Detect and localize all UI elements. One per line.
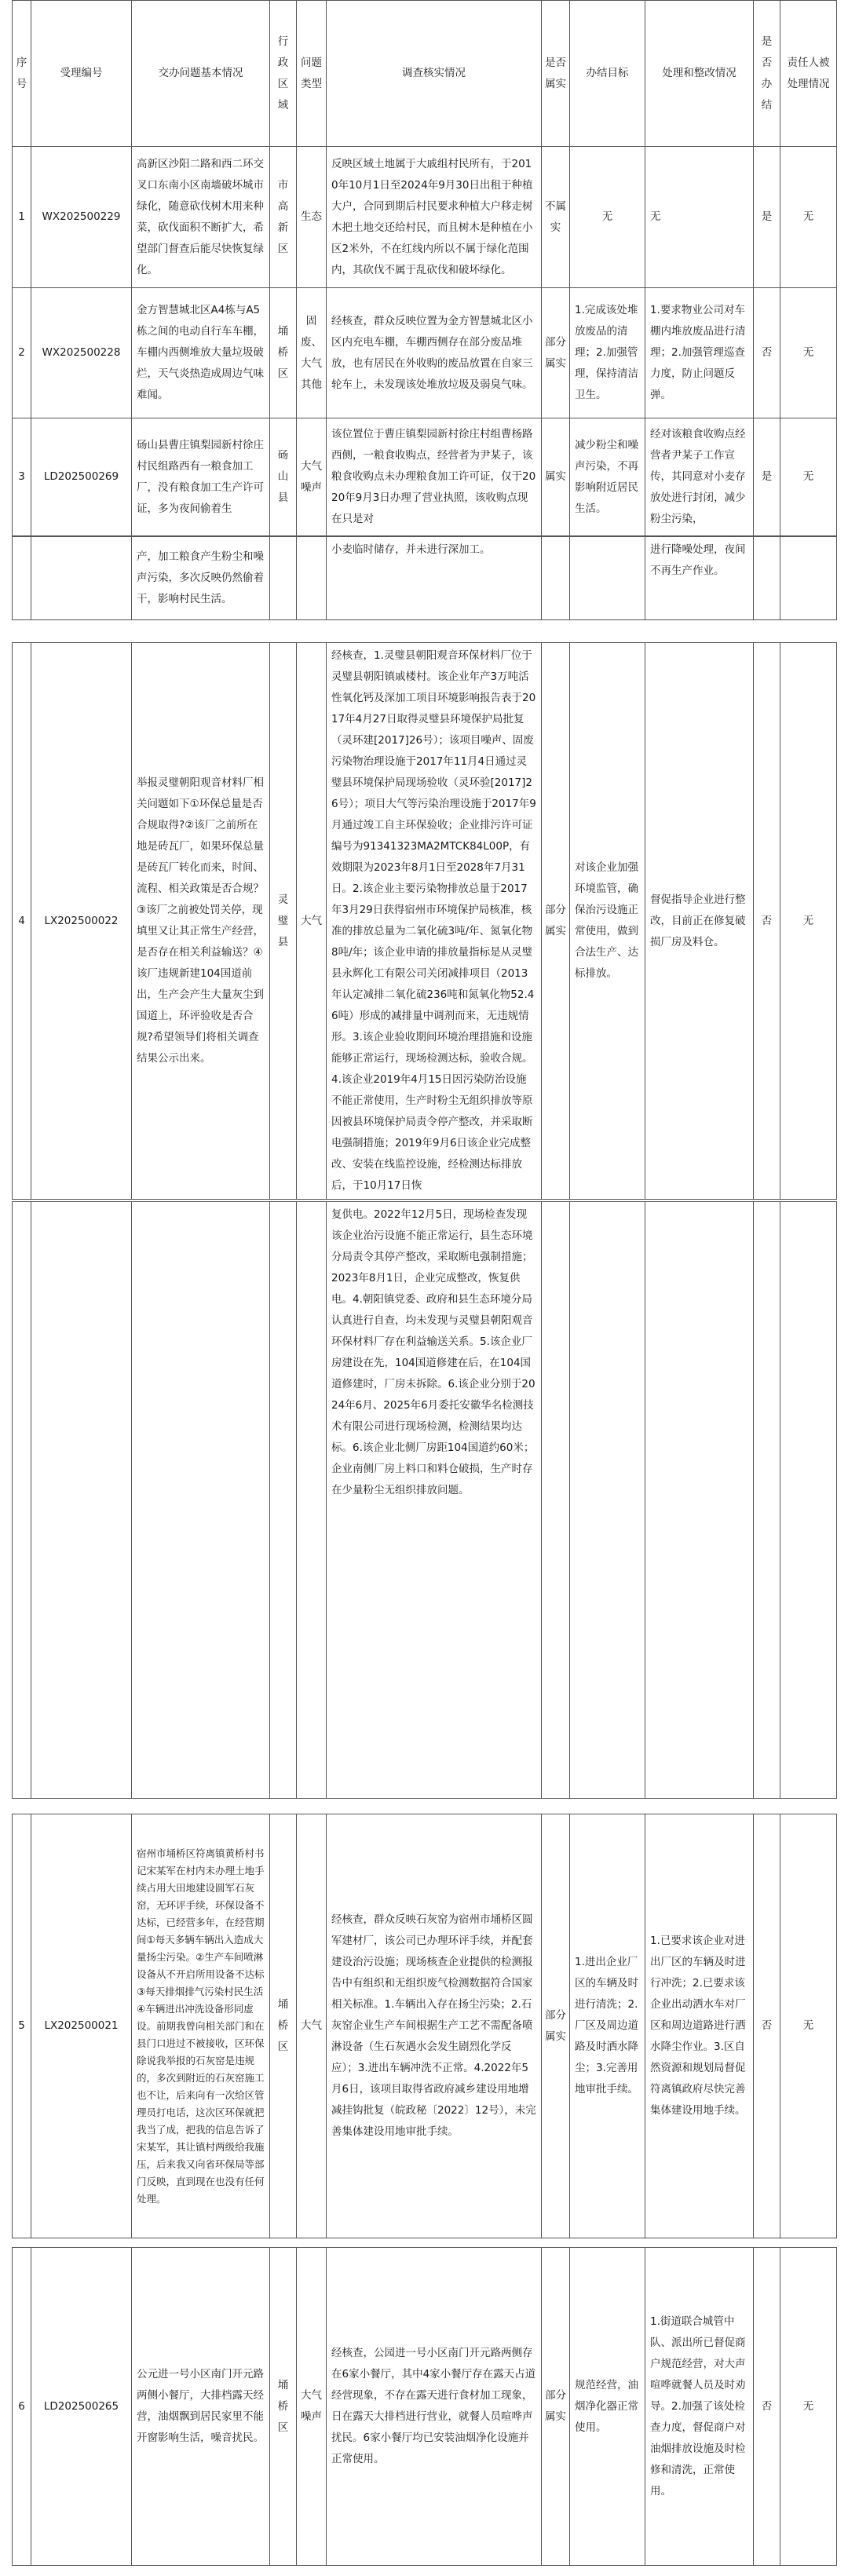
row-investigation: 经核查，群众反映位置为金方智慧城北区小区内充电车棚，车棚西侧存在部分废品堆放，也有居民在外收购的废品放置在自家三轮车上，未发现该处堆放垃圾及弱臭气味。 xyxy=(327,288,542,418)
row-no: 6 xyxy=(13,2248,31,2566)
row-district: 砀山县 xyxy=(270,418,297,536)
header-done: 是否办结 xyxy=(754,1,780,147)
row-true: 部分属实 xyxy=(542,643,570,1200)
row-accountable: 无 xyxy=(780,1814,837,2238)
table-header-row xyxy=(13,1,837,147)
row-district: 埇桥区 xyxy=(270,288,297,418)
row-true: 不属实 xyxy=(542,147,570,288)
row-goal: 减少粉尘和噪声污染，不再影响附近居民生活。 xyxy=(570,418,645,536)
row-accountable: 无 xyxy=(780,2248,837,2566)
row-type: 大气 xyxy=(297,643,327,1200)
row-id: LX202500021 xyxy=(31,1814,132,2238)
row-goal: 1.进出企业厂区的车辆及时进行清洗；2.厂区及周边道路及时洒水降尘；3.完善用地审批手续。 xyxy=(570,1814,645,2238)
row-no: 5 xyxy=(13,1814,31,2238)
row-no: 2 xyxy=(13,288,31,418)
complaint-table-segment-3 xyxy=(12,642,837,1200)
row-rectify: 经对该粮食收购点经营者尹某子工作宣传，其同意对小麦存放处进行封闭，减少粉尘污染， xyxy=(645,418,754,536)
row-id: LX202500022 xyxy=(31,643,132,1200)
row-problem: 金方智慧城北区A4栋与A5栋之间的电动自行车车棚，车棚内西侧堆放大量垃圾破烂，天气炎热造成周边气味难闻。 xyxy=(132,288,270,418)
row-done: 否 xyxy=(754,2248,780,2566)
row-type: 大气噪声 xyxy=(297,418,327,536)
row-district: 灵璧县 xyxy=(270,643,297,1200)
table-row xyxy=(13,147,837,288)
row-investigation: 经核查，群众反映石灰窑为宿州市埇桥区圆军建材厂，该公司已办理环评手续，并配套建设治污设施；现场核查企业提供的检测报告中有组织和无组织废气检测数据符合国家相关标准。1.车辆出入存在扬尘污染；2.石灰窑企业生产车间根据生产工艺不需配备喷淋设备（生石灰遇水会发生剧烈化学反应）；3.进出车辆冲洗不正常。4.2022年5月6日，该项目取得省政府减乡建设用地增减挂钩批复（皖政秘〔2022〕12号），未完善集体建设用地审批手续。 xyxy=(327,1814,542,2238)
row-district: 埇桥区 xyxy=(270,1814,297,2238)
header-problem: 交办问题基本情况 xyxy=(132,1,270,147)
row-goal: 规范经营，油烟净化器正常使用。 xyxy=(570,2248,645,2566)
header-goal: 办结目标 xyxy=(570,1,645,147)
row-problem-continued: 产，加工粮食产生粉尘和噪声污染，多次反映仍然偷着干，影响村民生活。 xyxy=(132,537,270,620)
table-row xyxy=(13,288,837,418)
row-id: LD202500269 xyxy=(31,418,132,536)
row-done: 是 xyxy=(754,418,780,536)
row-id: LD202500265 xyxy=(31,2248,132,2566)
row-accountable: 无 xyxy=(780,418,837,536)
table-row-continuation xyxy=(13,1202,837,1799)
header-rectify: 处理和整改情况 xyxy=(645,1,754,147)
row-investigation-continued: 小麦临时储存，并未进行深加工。 xyxy=(327,537,542,620)
table-row xyxy=(13,1814,837,2238)
row-district: 市高新区 xyxy=(270,147,297,288)
row-done: 否 xyxy=(754,288,780,418)
complaint-table-segment-5 xyxy=(12,1814,837,2238)
row-true: 属实 xyxy=(542,418,570,536)
row-goal: 无 xyxy=(570,147,645,288)
table-row-continuation xyxy=(13,537,837,620)
row-no: 3 xyxy=(13,418,31,536)
complaint-table-segment-4 xyxy=(12,1201,837,1799)
row-investigation: 经核查，公园进一号小区南门开元路两侧存在6家小餐厅，其中4家小餐厅存在露天占道经营现象，不存在露天进行食材加工现象，日在露天大排档进行营业，就餐人员喧哗声扰民。6家小餐厅均已安装油烟净化设施并正常使用。 xyxy=(327,2248,542,2566)
row-problem: 公元进一号小区南门开元路两侧小餐厅，大排档露天经营，油烟飘到居民家里不能开窗影响生活，噪音扰民。 xyxy=(132,2248,270,2566)
table-row xyxy=(13,643,837,1200)
row-true: 部分属实 xyxy=(542,1814,570,2238)
row-accountable: 无 xyxy=(780,643,837,1200)
row-problem: 砀山县曹庄镇梨园新村徐庄村民组路西有一粮食加工厂，没有粮食加工生产许可证，多为夜间偷着生 xyxy=(132,418,270,536)
header-investigation: 调查核实情况 xyxy=(327,1,542,147)
complaint-table-segment-2 xyxy=(12,536,837,620)
row-accountable: 无 xyxy=(780,288,837,418)
row-rectify-continued: 进行降噪处理，夜间不再生产作业。 xyxy=(645,537,754,620)
row-district: 埇桥区 xyxy=(270,2248,297,2566)
header-true: 是否属实 xyxy=(542,1,570,147)
row-problem: 举报灵璧朝阳观音材料厂相关问题如下①环保总量是否合规取得?②该厂之前所在地是砖瓦厂，如果环保总量是砖瓦厂转化而来，时间、流程、相关政策是否合规？③该厂之前被处罚关停，现填里又让其正常生产经营，是否存在相关利益输送？④该厂违规新建104国道前出，生产会产生大量灰尘到国道上，环评验收是否合规?希望领导们将相关调查结果公示出来。 xyxy=(132,643,270,1200)
row-rectify: 1.街道联合城管中队、派出所已督促商户规范经营，对大声喧哗就餐人员及时劝导。2.加强了该处检查力度，督促商户对油烟排放设施及时检修和清洗，正常使用。 xyxy=(645,2248,754,2566)
row-done: 否 xyxy=(754,643,780,1200)
header-accountable: 责任人被处理情况 xyxy=(780,1,837,147)
row-rectify: 无 xyxy=(645,147,754,288)
table-row xyxy=(13,418,837,536)
row-type: 生态 xyxy=(297,147,327,288)
row-type: 大气 xyxy=(297,1814,327,2238)
row-investigation-continued: 复供电。2022年12月5日，现场检查发现该企业治污设施不能正常运行，县生态环境分局责令其停产整改，采取断电强制措施；2023年8月1日，企业完成整改，恢复供电。4.朝阳镇党委、政府和县生态环境分局认真进行自查，均未发现与灵璧县朝阳观音环保材料厂存在利益输送关系。5.该企业厂房建设在先，104国道修建在后，在104国道修建时，厂房未拆除。6.该企业分别于2024年6月、2025年6月委托安徽华名检测技术有限公司进行现场检测，检测结果均达标。6.该企业北侧厂房距104国道约60米；企业南侧厂房上料口和料仓破损，生产时存在少量粉尘无组织排放问题。 xyxy=(327,1202,542,1799)
row-investigation: 反映区域土地属于大戚组村民所有，于2010年10月1日至2024年9月30日出租于种植大户，合同到期后村民要求种植大户移走树木把土地交还给村民，而且树木是种植在小区2米外，不在红线内所以不属于绿化范围内，其砍伐不属于乱砍伐和破坏绿化。 xyxy=(327,147,542,288)
row-done: 是 xyxy=(754,147,780,288)
header-id: 受理编号 xyxy=(31,1,132,147)
row-no: 4 xyxy=(13,643,31,1200)
row-accountable: 无 xyxy=(780,147,837,288)
table-row xyxy=(13,2248,837,2566)
row-true: 部分属实 xyxy=(542,288,570,418)
row-no: 1 xyxy=(13,147,31,288)
row-type: 大气噪声 xyxy=(297,2248,327,2566)
header-type: 问题类型 xyxy=(297,1,327,147)
row-goal: 1.完成该处堆放废品的清理；2.加强管理，保持清洁卫生。 xyxy=(570,288,645,418)
row-true: 部分属实 xyxy=(542,2248,570,2566)
row-problem: 高新区沙阳二路和西二环交叉口东南小区南墙破坏城市绿化，随意砍伐树木用来种菜，砍伐面积不断扩大，希望部门督查后能尽快恢复绿化。 xyxy=(132,147,270,288)
row-investigation: 经核查，1.灵璧县朝阳观音环保材料厂位于灵璧县朝阳镇戚楼村。该企业年产3万吨活性氧化钙及深加工项目环境影响报告表于2017年4月27日取得灵璧县环境保护局批复（灵环建[2017]26号）；该项目噪声、固废污染物治理设施于2017年11月4日通过灵璧县环境保护局现场验收（灵环验[2017]26号）；项目大气等污染治理设施于2017年9月通过竣工自主环保验收；企业排污许可证编号为91341323MA2MTCK84L00P，有效期限为2023年8月1日至2028年7月31日。2.该企业主要污染物排放总量于2017年3月29日获得宿州市环境保护局核准，核准的排放总量为二氧化硫3吨/年、氮氧化物8吨/年；该企业申请的排放量指标是从灵璧县永辉化工有限公司关闭减排项目（2013年认定减排二氧化硫236吨和氮氧化物52.46吨）形成的减排量中调剂而来，无违规情形。3.该企业验收期间环境治理措施和设施能够正常运行，现场检测达标，验收合规。4.该企业2019年4月15日因污染防治设施不能正常使用，生产时粉尘无组织排放等原因被县环境保护局责令停产整改，并采取断电强制措施；2019年9月6日该企业完成整改、安装在线监控设施，经检测达标排放后，于10月17日恢 xyxy=(327,643,542,1200)
row-goal: 对该企业加强环境监管，确保治污设施正常使用，做到合法生产、达标排放。 xyxy=(570,643,645,1200)
row-rectify: 1.已要求该企业对进出厂区的车辆及时进行冲洗；2.已要求该企业出动洒水车对厂区和周边道路进行洒水降尘作业。3.区自然资源和规划局督促符离镇政府尽快完善集体建设用地手续。 xyxy=(645,1814,754,2238)
row-rectify: 1.要求物业公司对车棚内堆放废品进行清理；2.加强管理巡查力度，防止问题反弹。 xyxy=(645,288,754,418)
complaint-table-segment-6 xyxy=(12,2247,837,2566)
row-id: WX202500228 xyxy=(31,288,132,418)
row-type: 固废、大气其他 xyxy=(297,288,327,418)
row-problem: 宿州市埇桥区符离镇黄桥村书记宋某军在村内未办理土地手续占用大田地建设圆军石灰窑，无环评手续，环保设备不达标，已经营多年，在经营期间①每天多辆车辆出入造成大量扬尘污染。②生产车间喷淋设备从不开启所用设备不达标③每天排烟排气污染村民生活④车辆进出冲洗设备形同虚设。前期我曾向相关部门和在县门口进过不被接收，区环保除说我举报的石灰窑是违规的，多次到附近的石灰窑施工也不让，后来向有一次给区管理员打电话，这次区环保就把我当了成，把我的信息告诉了宋某军，其让镇村两级给我施压，后来我又向省环保局等部门反映，直到现在也没有任何处理。 xyxy=(132,1814,270,2238)
header-no: 序号 xyxy=(13,1,31,147)
complaint-table-segment-1 xyxy=(12,0,837,536)
header-district: 行政区域 xyxy=(270,1,297,147)
row-investigation: 该位置位于曹庄镇梨园新村徐庄村组曹杨路西侧，一粮食收购点，经营者为尹某子，该粮食收购点未办理粮食加工许可证，仅于2020年9月3日办理了营业执照，该收购点现在只是对 xyxy=(327,418,542,536)
row-done: 否 xyxy=(754,1814,780,2238)
row-id: WX202500229 xyxy=(31,147,132,288)
row-rectify: 督促指导企业进行整改，目前正在修复破损厂房及料仓。 xyxy=(645,643,754,1200)
